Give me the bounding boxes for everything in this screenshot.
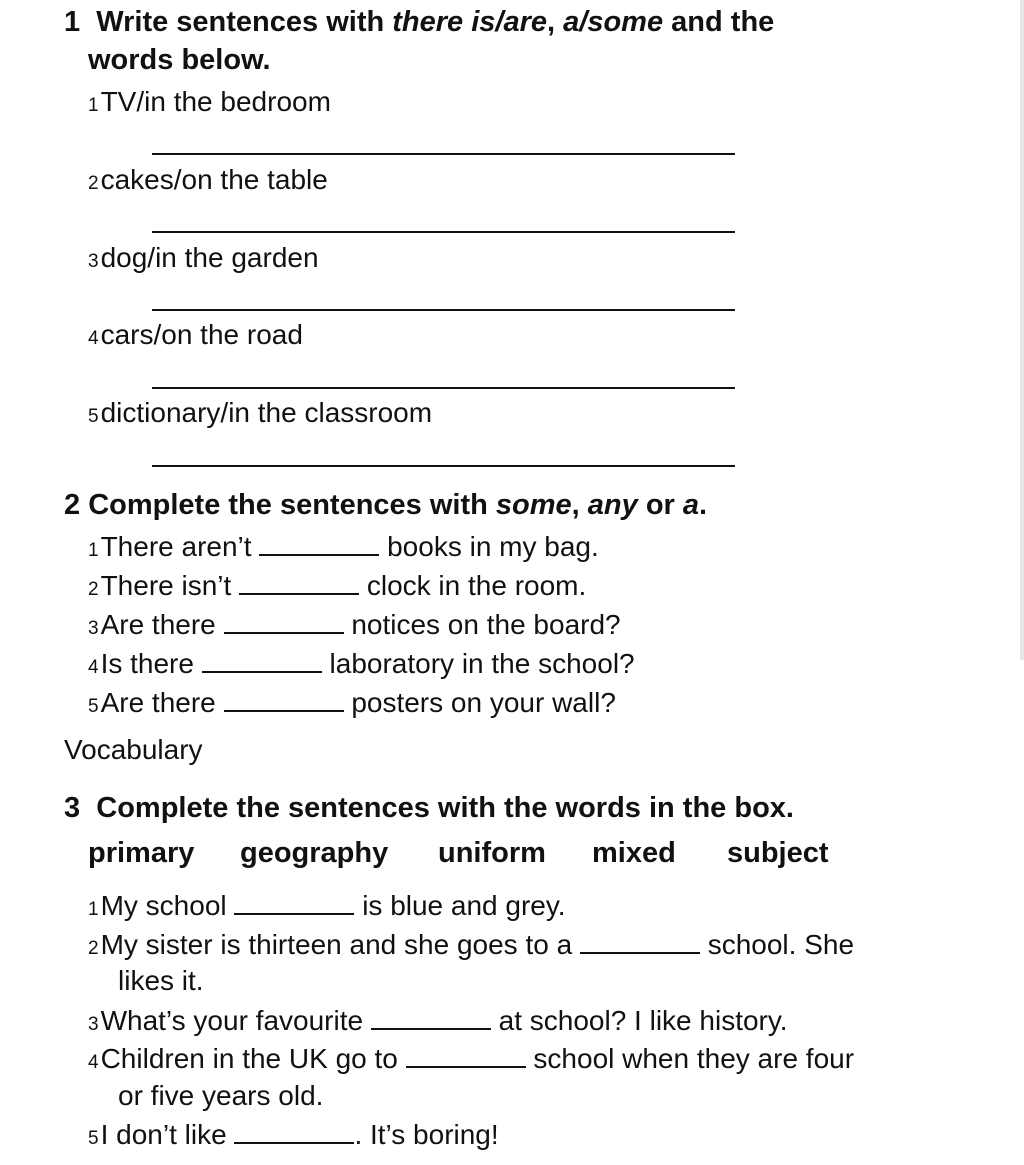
word-box-word: uniform <box>438 837 546 869</box>
answer-line-2[interactable] <box>152 231 735 233</box>
blank-2[interactable] <box>580 952 700 954</box>
exercise-2-item-3: 3Are there notices on the board? <box>88 609 621 640</box>
blank-1[interactable] <box>259 554 379 556</box>
exercise-3-item-5: 5I don’t like . It’s boring! <box>88 1119 499 1150</box>
exercise-3-item-4-continuation: or five years old. <box>118 1080 324 1111</box>
word-box-word: primary <box>88 837 195 869</box>
blank-2[interactable] <box>239 593 359 595</box>
exercise-3-item-2-continuation: likes it. <box>118 965 204 996</box>
exercise-1-item-4: 4cars/on the road <box>88 319 303 350</box>
exercise-2-number: 2 <box>64 489 81 521</box>
exercise-3-item-3: 3What’s your favourite at school? I like history. <box>88 1005 788 1036</box>
exercise-1-number: 1 <box>64 6 81 38</box>
answer-line-3[interactable] <box>152 309 735 311</box>
blank-3[interactable] <box>224 632 344 634</box>
blank-4[interactable] <box>202 671 322 673</box>
exercise-1-heading: 1 Write sentences with there is/are, a/some and the <box>64 6 775 38</box>
exercise-3-item-4: 4Children in the UK go to school when they are four <box>88 1043 855 1074</box>
blank-5[interactable] <box>234 1142 354 1144</box>
exercise-2-heading: 2 Complete the sentences with some, any or a. <box>64 489 708 521</box>
exercise-1-item-2: 2cakes/on the table <box>88 164 328 195</box>
exercise-1-heading-line2: words below. <box>88 44 271 76</box>
exercise-2-item-2: 2There isn’t clock in the room. <box>88 570 587 601</box>
vocabulary-label: Vocabulary <box>64 734 203 765</box>
exercise-1-item-3: 3dog/in the garden <box>88 242 319 273</box>
exercise-2-item-4: 4Is there laboratory in the school? <box>88 648 635 679</box>
blank-1[interactable] <box>234 913 354 915</box>
answer-line-4[interactable] <box>152 387 735 389</box>
page-edge-shadow <box>1020 0 1024 660</box>
answer-line-5[interactable] <box>152 465 735 467</box>
answer-line-1[interactable] <box>152 153 735 155</box>
word-box-word: mixed <box>592 837 676 869</box>
exercise-1-item-1: 1TV/in the bedroom <box>88 86 331 117</box>
exercise-3-item-2: 2My sister is thirteen and she goes to a school. She <box>88 929 855 960</box>
exercise-3-heading: 3 Complete the sentences with the words in the box. <box>64 792 794 824</box>
exercise-3-item-1: 1My school is blue and grey. <box>88 890 566 921</box>
blank-5[interactable] <box>224 710 344 712</box>
exercise-2-item-5: 5Are there posters on your wall? <box>88 687 616 718</box>
exercise-3-number: 3 <box>64 792 81 824</box>
blank-4[interactable] <box>406 1066 526 1068</box>
exercise-2-item-1: 1There aren’t books in my bag. <box>88 531 599 562</box>
blank-3[interactable] <box>371 1028 491 1030</box>
word-box-word: geography <box>240 837 389 869</box>
word-box-word: subject <box>727 837 829 869</box>
exercise-1-item-5: 5dictionary/in the classroom <box>88 397 433 428</box>
word-box <box>0 835 1000 871</box>
